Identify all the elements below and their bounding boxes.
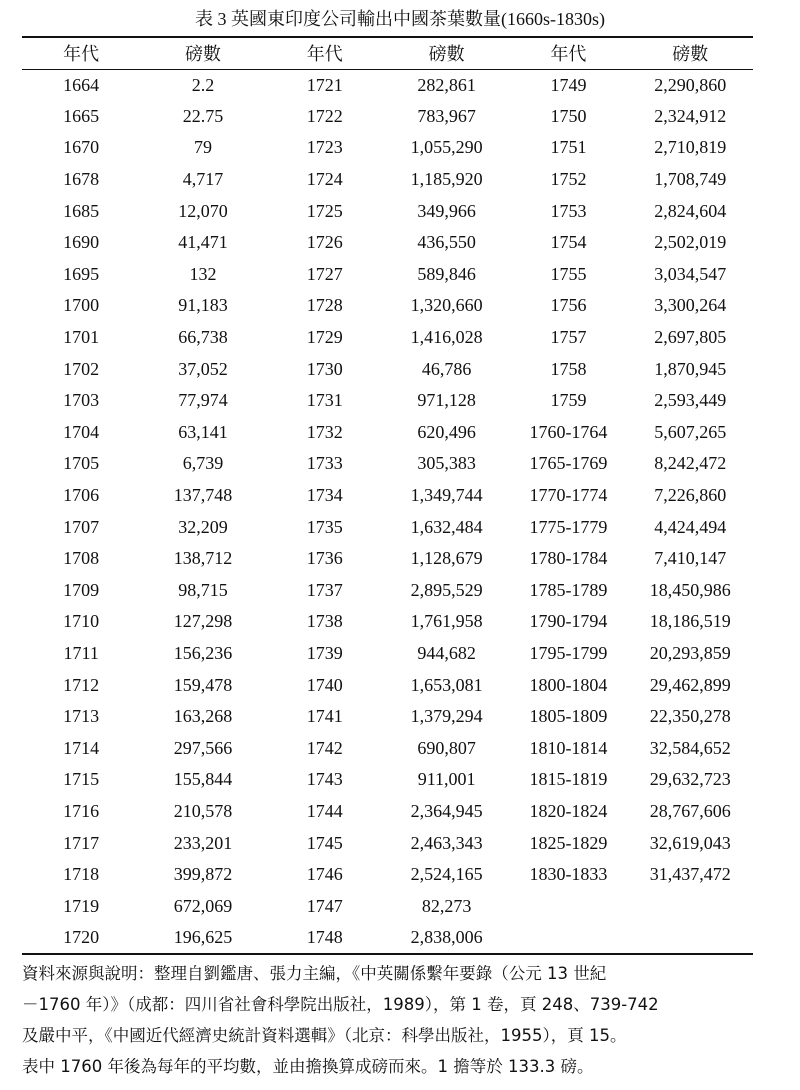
cell-pounds: 971,128 xyxy=(417,390,476,411)
cell-year: 1756 xyxy=(550,295,587,316)
cell-pounds: 1,632,484 xyxy=(410,516,483,537)
cell-year: 1665 xyxy=(63,105,100,126)
cell-pounds: 1,708,749 xyxy=(654,169,727,190)
cell-pounds: 137,748 xyxy=(173,485,233,506)
cell-year: 1701 xyxy=(63,327,100,348)
cell-year: 1749 xyxy=(550,74,587,95)
cell-pounds: 12,070 xyxy=(178,200,228,221)
cell-pounds: 41,471 xyxy=(178,232,228,253)
cell-year: 1741 xyxy=(306,706,343,727)
cell-pounds: 127,298 xyxy=(173,611,233,632)
cell-year: 1718 xyxy=(63,864,100,885)
table-row xyxy=(22,859,753,891)
cell-year: 1825-1829 xyxy=(529,832,608,853)
cell-pounds: 7,226,860 xyxy=(654,485,727,506)
cell-pounds: 8,242,472 xyxy=(654,453,727,474)
cell-pounds: 1,320,660 xyxy=(410,295,483,316)
cell-year: 1748 xyxy=(266,922,384,954)
cell-pounds: 620,496 xyxy=(417,421,476,442)
cell-year: 1755 xyxy=(550,263,587,284)
cell-pounds: 305,383 xyxy=(417,453,476,474)
cell-pounds: 91,183 xyxy=(178,295,228,316)
cell-pounds: 2,824,604 xyxy=(654,200,727,221)
cell-year: 1775-1779 xyxy=(529,516,608,537)
cell-pounds: 29,462,899 xyxy=(649,674,731,695)
table-body xyxy=(22,69,753,954)
table-row xyxy=(22,575,753,607)
cell-year: 1690 xyxy=(63,232,100,253)
cell-year: 1670 xyxy=(63,137,100,158)
cell-year: 1727 xyxy=(306,263,343,284)
table-row xyxy=(22,290,753,322)
cell-year: 1746 xyxy=(306,864,343,885)
cell-pounds: 783,967 xyxy=(417,105,476,126)
table-row xyxy=(22,827,753,859)
cell-year: 1716 xyxy=(63,800,100,821)
cell-pounds: 2,593,449 xyxy=(654,390,727,411)
table-row xyxy=(22,732,753,764)
cell-year: 1739 xyxy=(306,642,343,663)
header-year-1: 年代 xyxy=(22,37,140,69)
cell-pounds: 911,001 xyxy=(417,769,476,790)
cell-pounds: 20,293,859 xyxy=(649,642,731,663)
cell-pounds: 132 xyxy=(189,263,217,284)
table-row xyxy=(22,669,753,701)
cell-pounds: 2,710,819 xyxy=(654,137,727,158)
cell-pounds: 2.2 xyxy=(191,74,215,95)
table-row xyxy=(22,480,753,512)
cell-year: 1685 xyxy=(63,200,100,221)
cell-year: 1800-1804 xyxy=(529,674,608,695)
cell-year: 1704 xyxy=(63,421,100,442)
cell-pounds: 155,844 xyxy=(173,769,233,790)
cell-year: 1721 xyxy=(306,74,343,95)
cell-pounds: 282,861 xyxy=(417,74,476,95)
cell-pounds: 32,209 xyxy=(178,516,228,537)
cell-pounds: 159,478 xyxy=(173,674,233,695)
cell-pounds: 2,290,860 xyxy=(654,74,727,95)
note-line: －1760 年）》（成都：四川省社會科學院出版社，1989），第 1 卷，頁 248、739-742 xyxy=(22,995,659,1014)
cell-pounds: 32,584,652 xyxy=(649,737,731,758)
table-row xyxy=(22,922,753,954)
note-line: 資料來源與說明：整理自劉鑑唐、張力主編，《中英關係繫年要錄（公元 13 世紀 xyxy=(22,964,607,983)
cell-pounds: 1,416,028 xyxy=(410,327,483,348)
cell-year: 1750 xyxy=(550,105,587,126)
table-row xyxy=(22,101,753,133)
table-row xyxy=(22,638,753,670)
cell-pounds: 18,450,986 xyxy=(649,579,731,600)
cell-pounds: 63,141 xyxy=(178,421,228,442)
cell-pounds: 156,236 xyxy=(173,642,233,663)
cell-year: 1729 xyxy=(306,327,343,348)
cell-pounds: 1,379,294 xyxy=(410,706,483,727)
cell-pounds: 2,463,343 xyxy=(410,832,483,853)
tea-export-table xyxy=(22,36,753,955)
cell-year: 1719 xyxy=(63,895,100,916)
cell-year: 1710 xyxy=(63,611,100,632)
cell-year: 1738 xyxy=(306,611,343,632)
table-row xyxy=(22,164,753,196)
cell-year: 1758 xyxy=(550,358,587,379)
table-row xyxy=(22,543,753,575)
cell-year: 1785-1789 xyxy=(529,579,608,600)
cell-pounds: 2,524,165 xyxy=(410,864,483,885)
cell-year: 1664 xyxy=(63,74,100,95)
cell-pounds: 1,870,945 xyxy=(654,358,727,379)
cell-pounds: 46,786 xyxy=(421,358,472,379)
header-year-3: 年代 xyxy=(509,37,627,69)
cell-year: 1820-1824 xyxy=(529,800,608,821)
note-line: 及嚴中平，《中國近代經濟史統計資料選輯》（北京：科學出版社，1955），頁 15。 xyxy=(22,1026,627,1045)
cell-pounds: 37,052 xyxy=(178,358,228,379)
cell-year: 1795-1799 xyxy=(529,642,608,663)
table-row xyxy=(22,132,753,164)
cell-year: 1830-1833 xyxy=(529,864,608,885)
cell-pounds: 1,653,081 xyxy=(410,674,483,695)
cell-pounds: 3,034,547 xyxy=(654,263,727,284)
cell-year: 1770-1774 xyxy=(529,485,608,506)
cell-pounds: 31,437,472 xyxy=(649,864,731,885)
cell-year: 1728 xyxy=(306,295,343,316)
cell-year: 1734 xyxy=(306,485,343,506)
cell-year: 1713 xyxy=(63,706,100,727)
table-row xyxy=(22,448,753,480)
cell-pounds xyxy=(628,922,753,954)
cell-year: 1726 xyxy=(306,232,343,253)
cell-pounds: 4,717 xyxy=(182,169,224,190)
cell-pounds: 1,128,679 xyxy=(410,548,483,569)
cell-pounds: 77,974 xyxy=(178,390,228,411)
cell-pounds: 1,761,958 xyxy=(410,611,483,632)
cell-pounds: 66,738 xyxy=(178,327,228,348)
header-pounds-1: 磅數 xyxy=(140,37,265,69)
table-row xyxy=(22,195,753,227)
cell-pounds: 2,324,912 xyxy=(654,105,727,126)
cell-year: 1780-1784 xyxy=(529,548,608,569)
cell-pounds: 297,566 xyxy=(173,737,233,758)
cell-year: 1810-1814 xyxy=(529,737,608,758)
cell-year: 1751 xyxy=(550,137,587,158)
cell-year xyxy=(509,890,627,922)
table-title: 表 3 英國東印度公司輸出中國茶葉數量(1660s-1830s) xyxy=(195,9,605,29)
cell-year: 1715 xyxy=(63,769,100,790)
table-row xyxy=(22,511,753,543)
cell-pounds: 2,502,019 xyxy=(654,232,727,253)
cell-pounds: 5,607,265 xyxy=(654,421,727,442)
cell-year: 1700 xyxy=(63,295,100,316)
cell-year: 1714 xyxy=(63,737,100,758)
table-row xyxy=(22,890,753,922)
cell-pounds: 18,186,519 xyxy=(649,611,731,632)
cell-year: 1725 xyxy=(306,200,343,221)
cell-year: 1678 xyxy=(63,169,100,190)
cell-pounds: 1,349,744 xyxy=(410,485,483,506)
cell-pounds: 4,424,494 xyxy=(654,516,727,537)
cell-pounds: 28,767,606 xyxy=(649,800,731,821)
cell-pounds: 6,739 xyxy=(182,453,224,474)
cell-year: 1707 xyxy=(63,516,100,537)
cell-pounds: 196,625 xyxy=(140,922,265,954)
cell-pounds: 233,201 xyxy=(173,832,233,853)
source-note xyxy=(22,958,762,1082)
cell-year: 1705 xyxy=(63,453,100,474)
cell-year: 1703 xyxy=(63,390,100,411)
table-row xyxy=(22,701,753,733)
cell-year: 1759 xyxy=(550,390,587,411)
cell-year: 1754 xyxy=(550,232,587,253)
cell-pounds: 1,185,920 xyxy=(410,169,483,190)
cell-pounds: 210,578 xyxy=(173,800,233,821)
cell-year: 1732 xyxy=(306,421,343,442)
cell-pounds: 2,697,805 xyxy=(654,327,727,348)
cell-year: 1709 xyxy=(63,579,100,600)
cell-pounds: 399,872 xyxy=(173,864,233,885)
header-year-2: 年代 xyxy=(266,37,384,69)
table-row xyxy=(22,227,753,259)
cell-year: 1737 xyxy=(306,579,343,600)
cell-pounds: 163,268 xyxy=(173,706,233,727)
cell-pounds: 349,966 xyxy=(417,200,476,221)
table-row xyxy=(22,322,753,354)
cell-year: 1745 xyxy=(306,832,343,853)
table-row xyxy=(22,259,753,291)
table-row xyxy=(22,353,753,385)
cell-year: 1736 xyxy=(306,548,343,569)
cell-year: 1815-1819 xyxy=(529,769,608,790)
cell-pounds: 589,846 xyxy=(417,263,476,284)
cell-year: 1723 xyxy=(306,137,343,158)
cell-year: 1805-1809 xyxy=(529,706,608,727)
header-pounds-3: 磅數 xyxy=(628,37,753,69)
cell-year: 1695 xyxy=(63,263,100,284)
cell-pounds: 32,619,043 xyxy=(649,832,731,853)
cell-year: 1760-1764 xyxy=(529,421,608,442)
cell-year: 1717 xyxy=(63,832,100,853)
table-row xyxy=(22,69,753,101)
cell-pounds: 3,300,264 xyxy=(654,295,727,316)
cell-year: 1702 xyxy=(63,358,100,379)
cell-year: 1742 xyxy=(306,737,343,758)
cell-pounds: 2,838,006 xyxy=(384,922,509,954)
cell-pounds: 690,807 xyxy=(417,737,476,758)
cell-year: 1743 xyxy=(306,769,343,790)
cell-pounds: 138,712 xyxy=(173,548,233,569)
cell-pounds: 82,273 xyxy=(421,895,472,916)
cell-pounds: 1,055,290 xyxy=(410,137,483,158)
cell-year: 1752 xyxy=(550,169,587,190)
cell-year: 1711 xyxy=(63,642,99,663)
cell-year: 1744 xyxy=(306,800,343,821)
cell-year: 1757 xyxy=(550,327,587,348)
cell-year: 1753 xyxy=(550,200,587,221)
table-row xyxy=(22,606,753,638)
table-row xyxy=(22,417,753,449)
header-pounds-2: 磅數 xyxy=(384,37,509,69)
cell-pounds xyxy=(628,890,753,922)
cell-year: 1706 xyxy=(63,485,100,506)
cell-year: 1733 xyxy=(306,453,343,474)
table-row xyxy=(22,796,753,828)
cell-year: 1747 xyxy=(306,895,343,916)
cell-pounds: 2,895,529 xyxy=(410,579,483,600)
cell-year: 1740 xyxy=(306,674,343,695)
cell-year: 1790-1794 xyxy=(529,611,608,632)
cell-pounds: 2,364,945 xyxy=(410,800,483,821)
cell-pounds: 672,069 xyxy=(173,895,233,916)
cell-year: 1765-1769 xyxy=(529,453,608,474)
cell-pounds: 436,550 xyxy=(417,232,476,253)
cell-year: 1712 xyxy=(63,674,100,695)
cell-pounds: 79 xyxy=(193,137,212,158)
cell-year: 1724 xyxy=(306,169,343,190)
table-header xyxy=(22,37,753,69)
cell-year: 1730 xyxy=(306,358,343,379)
cell-year: 1720 xyxy=(22,922,140,954)
cell-pounds: 944,682 xyxy=(417,642,476,663)
cell-pounds: 29,632,723 xyxy=(649,769,731,790)
note-line: 表中 1760 年後為每年的平均數，並由擔換算成磅而來。1 擔等於 133.3 磅。 xyxy=(22,1057,594,1076)
cell-year: 1722 xyxy=(306,105,343,126)
cell-pounds: 7,410,147 xyxy=(654,548,727,569)
cell-year: 1735 xyxy=(306,516,343,537)
cell-year: 1708 xyxy=(63,548,100,569)
table-row xyxy=(22,764,753,796)
cell-year: 1731 xyxy=(306,390,343,411)
header-row xyxy=(22,37,753,69)
cell-year xyxy=(509,922,627,954)
table-row xyxy=(22,385,753,417)
cell-pounds: 22,350,278 xyxy=(649,706,731,727)
cell-pounds: 22.75 xyxy=(182,105,224,126)
cell-pounds: 98,715 xyxy=(178,579,228,600)
